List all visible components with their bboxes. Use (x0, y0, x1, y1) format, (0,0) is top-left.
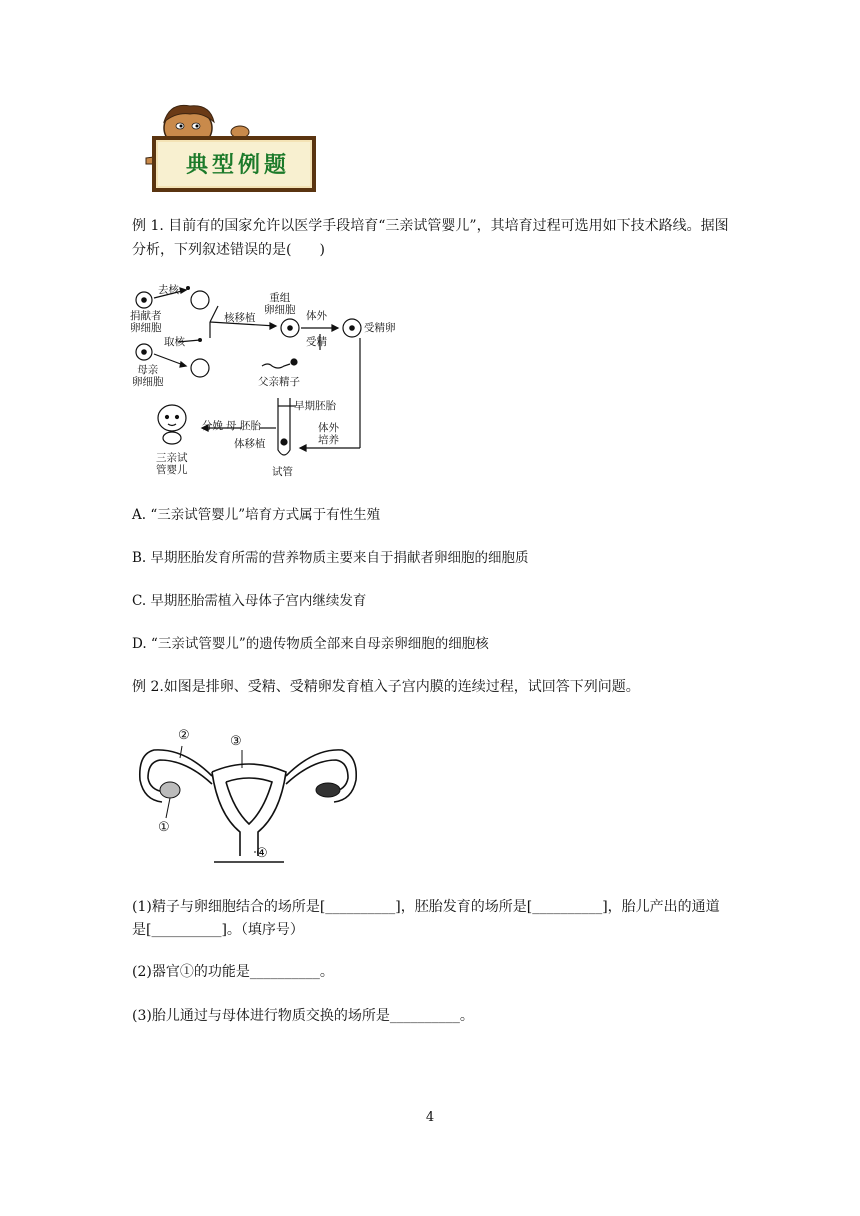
label-take-nucleus: 取核 (164, 336, 185, 348)
label-fertilize: 受精 (306, 336, 327, 348)
label-remove-nucleus: 去核 (158, 284, 179, 296)
label-delivery: 分娩 (202, 420, 223, 432)
label-fertilized-egg: 受精卵 (364, 322, 396, 334)
question-1: (1)精子与卵细胞结合的场所是[__________]，胚胎发育的场所是[__________]，胎儿产出的通道是[__________]。（填序号） (132, 899, 720, 938)
label-3: ③ (230, 734, 242, 749)
label-in-vitro: 体外 (306, 310, 327, 322)
label-mother-egg: 母亲 卵细胞 (132, 364, 164, 388)
label-baby: 三亲试 管婴儿 (156, 452, 188, 476)
label-2: ② (178, 728, 190, 743)
option-b: B. 早期胚胎发育所需的营养物质主要来自于捐献者卵细胞的细胞质 (132, 550, 529, 566)
option-c: C. 早期胚胎需植入母体子宫内继续发育 (132, 593, 367, 609)
banner-title: 典型例题 (185, 152, 290, 178)
label-in-vitro-culture: 体外 培养 (318, 422, 339, 446)
label-recombined-egg: 重组 卵细胞 (264, 292, 296, 316)
page-number: 4 (425, 1110, 435, 1125)
three-parent-baby-diagram (130, 282, 430, 482)
example1-stem: 例 1. 目前有的国家允许以医学手段培育“三亲试管婴儿”，其培育过程可选用如下技术路线。据图分析，下列叙述错误的是( ) (132, 218, 729, 258)
uterus-diagram (134, 728, 364, 868)
option-d: D. “三亲试管婴儿”的遗传物质全部来自母亲卵细胞的细胞核 (132, 636, 489, 652)
female-reproductive-system-icon (134, 728, 364, 868)
example-banner (140, 100, 320, 192)
option-a: A. “三亲试管婴儿”培育方式属于有性生殖 (132, 507, 381, 523)
question-2: (2)器官①的功能是__________。 (132, 964, 334, 980)
label-early-embryo: 早期胚胎 (294, 400, 336, 412)
label-4: ④ (256, 846, 268, 861)
question-3: (3)胎儿通过与母体进行物质交换的场所是__________。 (132, 1008, 474, 1024)
label-father-sperm: 父亲精子 (258, 376, 300, 388)
label-donor-egg: 捐献者 卵细胞 (130, 310, 162, 334)
label-nuclear-transfer: 核移植 (224, 312, 256, 324)
label-test-tube: 试管 (272, 466, 293, 478)
example2-stem: 例 2.如图是排卵、受精、受精卵发育植入子宫内膜的连续过程，试回答下列问题。 (132, 679, 640, 695)
label-embryo-transfer-bottom: 体移植 (234, 438, 266, 450)
label-embryo-transfer-top: 母 胚胎 (226, 420, 261, 432)
label-1: ① (158, 820, 170, 835)
